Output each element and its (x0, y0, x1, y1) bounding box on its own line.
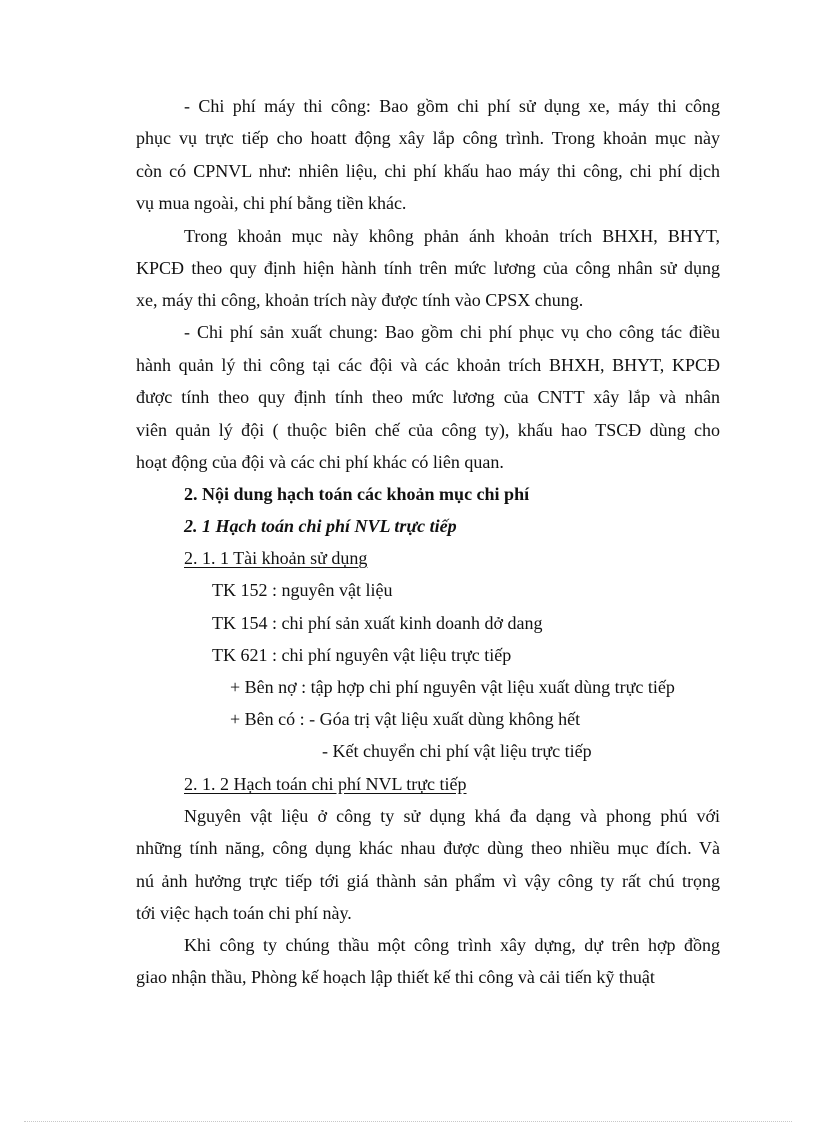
paragraph-line: những tính năng, công dụng khác nhau được dùng theo nhiều mục đích. Và (136, 838, 720, 858)
credit-entry: + Bên có : - Góa trị vật liệu xuất dùng không hết (230, 709, 581, 729)
account-line: TK 152 : nguyên vật liệu (212, 580, 393, 600)
paragraph-line: được tính theo quy định tính theo mức lương của CNTT xây lắp và nhân (136, 387, 720, 407)
debit-entry: + Bên nợ : tập hợp chi phí nguyên vật liệu xuất dùng trực tiếp (230, 677, 675, 697)
paragraph-line: Trong khoản mục này không phản ánh khoản trích BHXH, BHYT, (184, 226, 720, 246)
paragraph-line: Nguyên vật liệu ở công ty sử dụng khá đa dạng và phong phú với (184, 806, 720, 826)
section-heading: 2. Nội dung hạch toán các khoản mục chi phí (184, 484, 530, 504)
account-line: TK 621 : chi phí nguyên vật liệu trực tiếp (212, 645, 512, 665)
paragraph-line: còn có CPNVL như: nhiên liệu, chi phí khấu hao máy thi công, chi phí dịch (136, 161, 720, 181)
subsubsection-heading: 2. 1. 2 Hạch toán chi phí NVL trực tiếp (184, 774, 467, 794)
paragraph-line: Khi công ty chúng thầu một công trình xây dựng, dự trên hợp đồng (184, 935, 720, 955)
account-line: TK 154 : chi phí sản xuất kinh doanh dở dang (212, 613, 543, 633)
paragraph-line: giao nhận thầu, Phòng kế hoạch lập thiết kế thi công và cải tiến kỹ thuật (136, 967, 655, 987)
credit-entry-continued: - Kết chuyển chi phí vật liệu trực tiếp (322, 741, 592, 761)
page-footer-divider (24, 1121, 792, 1122)
subsubsection-heading: 2. 1. 1 Tài khoản sử dụng (184, 548, 368, 568)
paragraph-line: nú ảnh hưởng trực tiếp tới giá thành sản phẩm vì vậy công ty rất chú trọng (136, 871, 720, 891)
paragraph-line: phục vụ trực tiếp cho hoatt động xây lắp công trình. Trong khoản mục này (136, 128, 720, 148)
paragraph-line: xe, máy thi công, khoản trích này được tính vào CPSX chung. (136, 290, 584, 310)
subsection-heading: 2. 1 Hạch toán chi phí NVL trực tiếp (184, 516, 457, 536)
paragraph-line: KPCĐ theo quy định hiện hành tính trên mức lương của công nhân sử dụng (136, 258, 720, 278)
paragraph-line: viên quản lý đội ( thuộc biên chế của công ty), khấu hao TSCĐ dùng cho (136, 420, 720, 440)
paragraph-line: tới việc hạch toán chi phí này. (136, 903, 352, 923)
paragraph-line: - Chi phí sản xuất chung: Bao gồm chi phí phục vụ cho công tác điều (184, 322, 720, 342)
paragraph-line: hành quản lý thi công tại các đội và các khoản trích BHXH, BHYT, KPCĐ (136, 355, 720, 375)
paragraph-line: - Chi phí máy thi công: Bao gồm chi phí sử dụng xe, máy thi công (184, 96, 720, 116)
paragraph-line: hoạt động của đội và các chi phí khác có liên quan. (136, 452, 504, 472)
paragraph-line: vụ mua ngoài, chi phí bằng tiền khác. (136, 193, 407, 213)
